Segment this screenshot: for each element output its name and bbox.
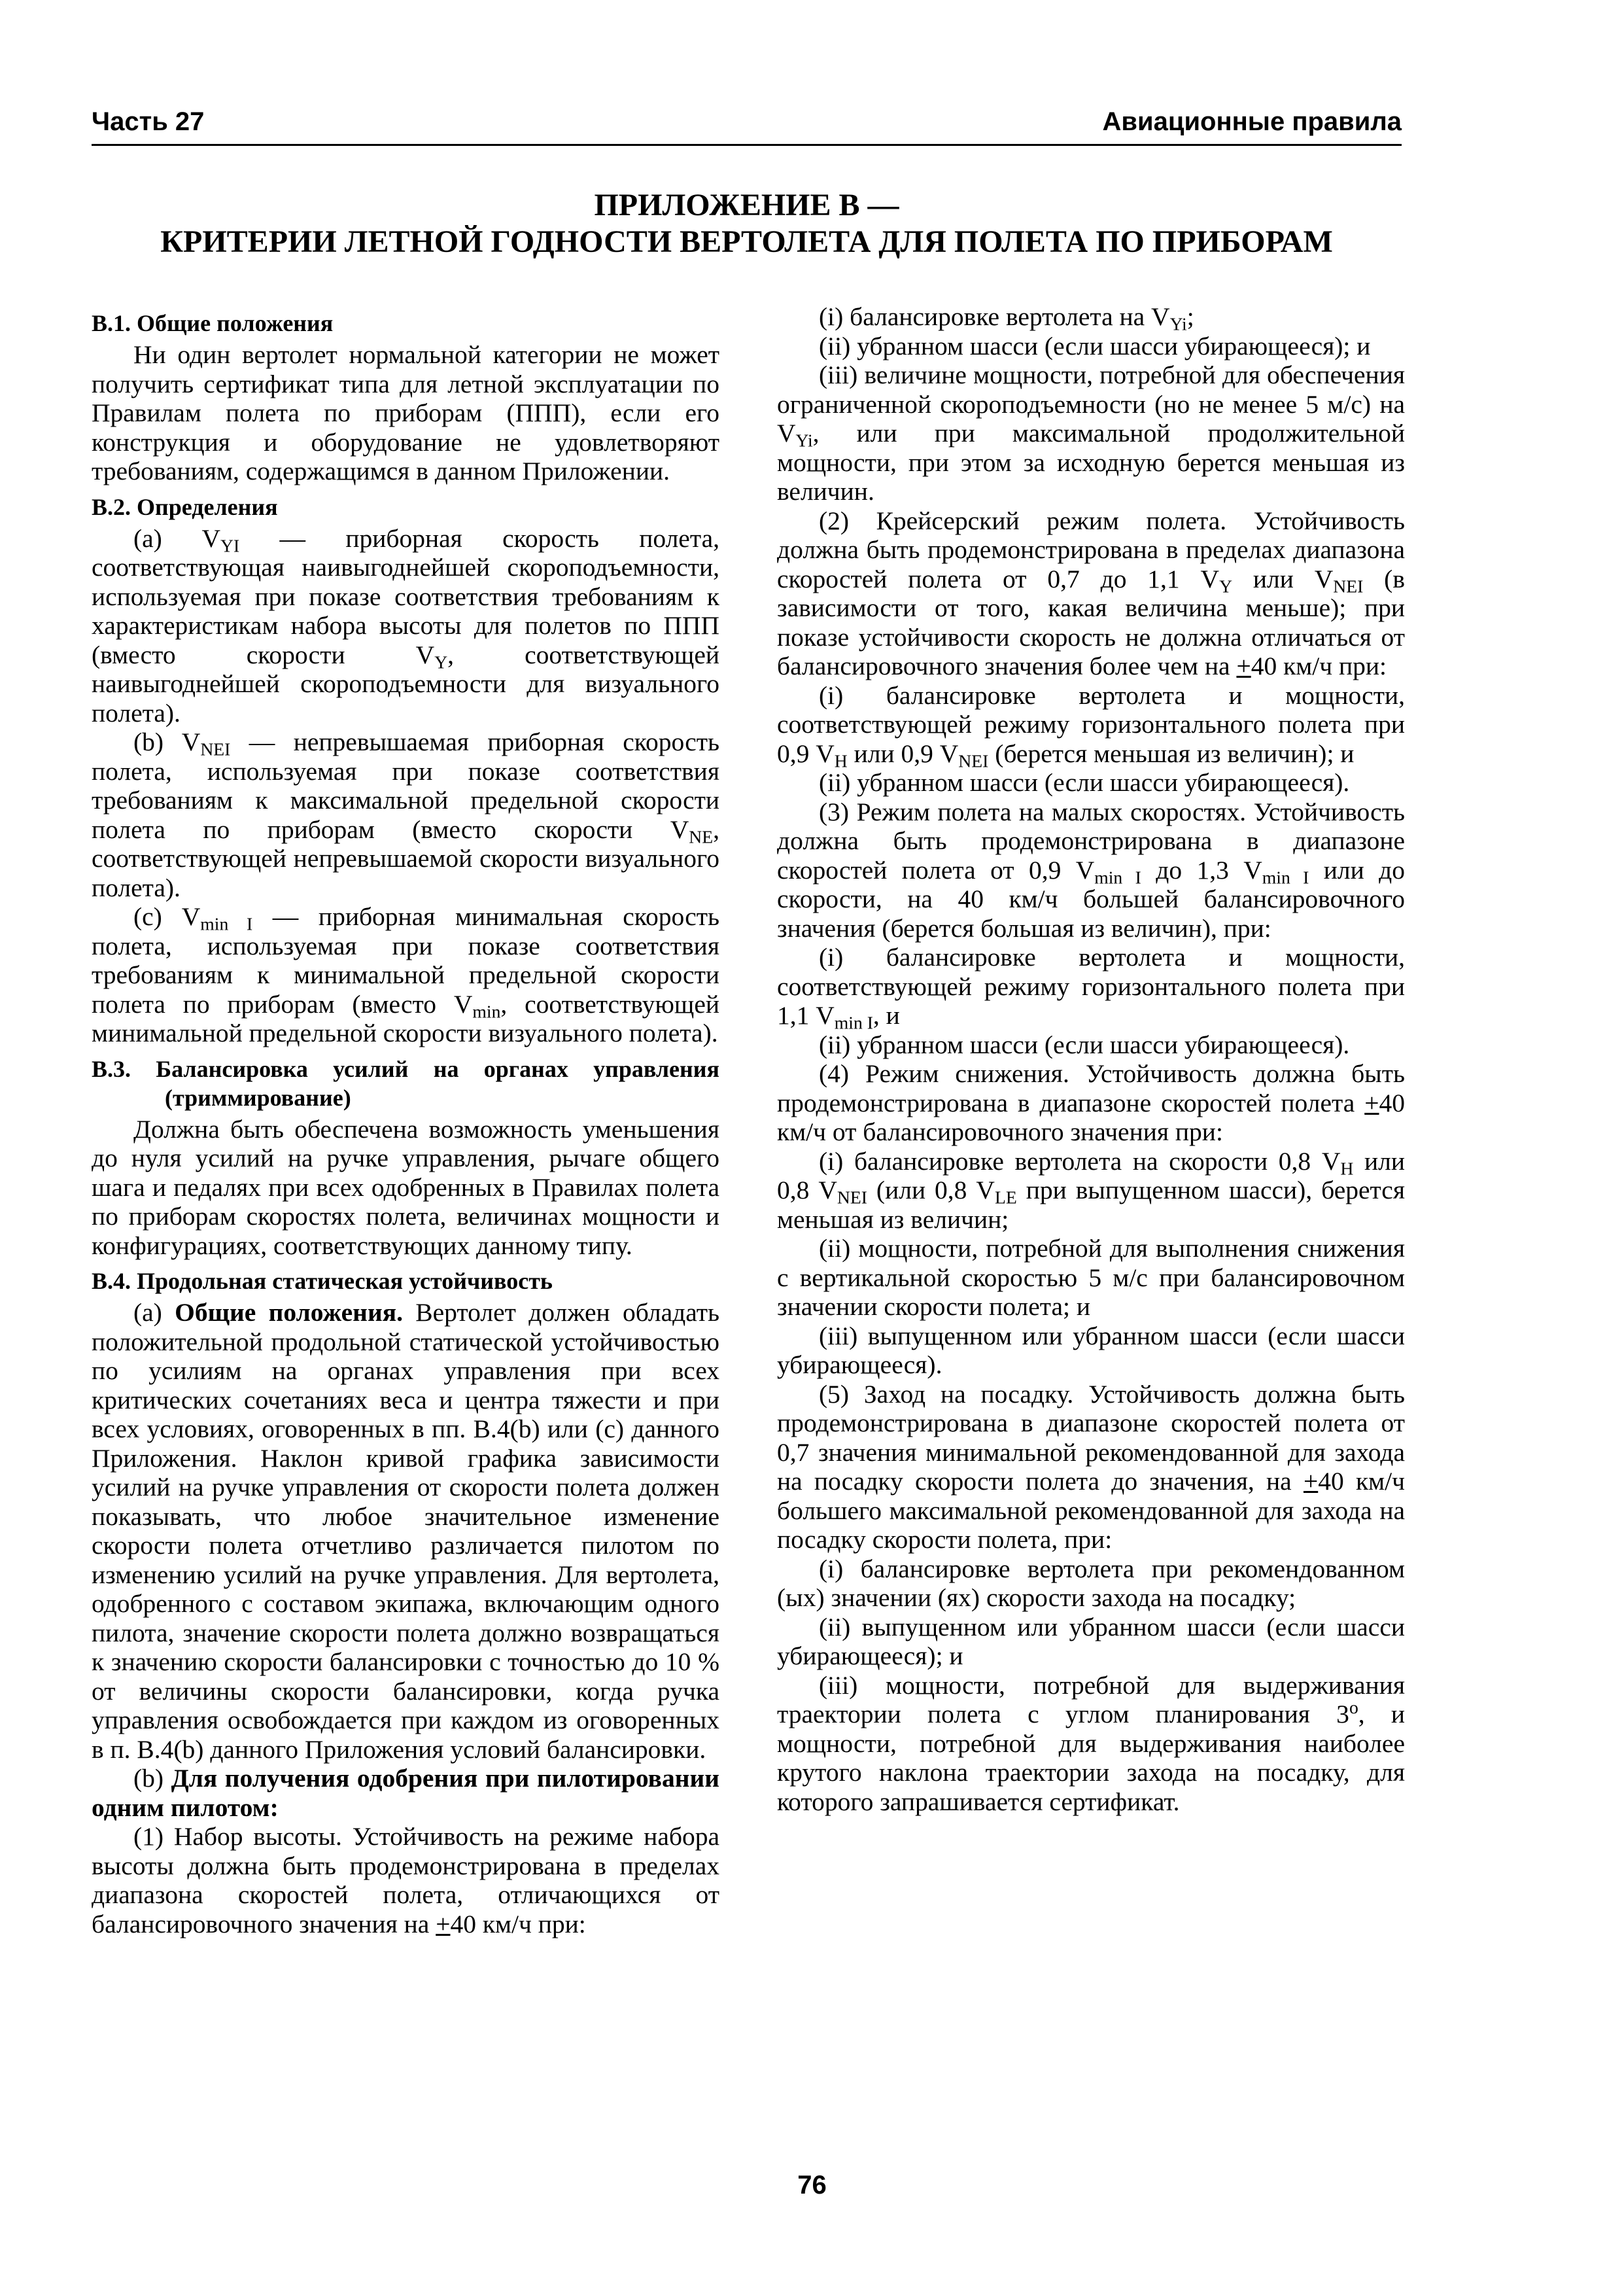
b1-item-iii: (iii) величине мощности, потребной для обеспечения ограниченной скороподъемности (но не менее 5 м/с) на $V_{Yi}$, или при максимальной продолжительной мощности, при этом за исходную берется меньшая из величин. [777, 360, 1405, 506]
b3-item-i: (i) балансировке вертолета и мощности, соответствующей режиму горизонтального полета при 1,1 $V_{min I}$, и [777, 943, 1405, 1033]
b4-item-iii: (iii) выпущенном или убранном шасси (если шасси убирающееся). [777, 1321, 1405, 1379]
b4-item-i: (i) балансировке вертолета на скорости 0,8 $V_H$ или 0,8 $V_{NEI}$ (или 0,8 $V_{LE}$ при выпущенном шасси), берется меньшая из величин; [777, 1146, 1406, 1234]
section-b4-b2: (2) Крейсерский режим полета. Устойчивость должна быть продемонстрирована в пределах диапазона скоростей полета от 0,7 до 1,1 $V_Y$ или $V_{NEI}$ (в зависимости от того, какая величина меньше); при показе устойчивости скорость не должна отличаться от балансировочного значения более чем на +40 км/ч при: [777, 506, 1405, 680]
b4-item-ii: (ii) мощности, потребной для выполнения снижения с вертикальной скоростью 5 м/с при балансировочном значении скорости полета; и [777, 1234, 1405, 1321]
b1-item-ii: (ii) убранном шасси (если шасси убирающееся); и [819, 331, 1371, 360]
appendix-title-line1: ПРИЛОЖЕНИЕ В — [594, 188, 899, 222]
b5-item-i: (i) балансировке вертолета при рекомендованном (ых) значении (ях) скорости захода на посадку; [777, 1554, 1405, 1612]
section-b4-b4: (4) Режим снижения. Устойчивость должна быть продемонстрирована в диапазоне скоростей полета +40 км/ч от балансировочного значения при: [777, 1059, 1405, 1146]
section-b3-text: Должна быть обеспечена возможность уменьшения до нуля усилий на ручке управления, рычаге общего шага и педалях при всех одобренных в Правилах полета по приборам скоростях полета, величинах мощности и конфигурациях, соответствующих данному типу. [92, 1114, 719, 1260]
appendix-title-line2: КРИТЕРИИ ЛЕТНОЙ ГОДНОСТИ ВЕРТОЛЕТА ДЛЯ ПОЛЕТА ПО ПРИБОРАМ [160, 224, 1333, 259]
b5-item-ii: (ii) выпущенном или убранном шасси (если шасси убирающееся); и [777, 1612, 1405, 1670]
page-number: 76 [797, 2171, 827, 2199]
section-b1-text: Ни один вертолет нормальной категории не может получить сертификат типа для летной эксплуатации по Правилам полета по приборам (ППП), если его конструкция и оборудование не удовлетворяют требованиям, содержащимся в данном Приложении. [92, 340, 719, 485]
b2-item-i: (i) балансировке вертолета и мощности, соответствующей режиму горизонтального полета при 0,9 $V_H$ или 0,9 $V_{NEI}$ (берется меньшая из величин); и [777, 680, 1405, 771]
right-column [777, 302, 1405, 1816]
section-b4-b1: (1) Набор высоты. Устойчивость на режиме набора высоты должна быть продемонстрирована в пределах диапазона скоростей полета, отличающихся от балансировочного значения на +40 км/ч при: [92, 1822, 719, 1938]
section-b4-b3: (3) Режим полета на малых скоростях. Устойчивость должна быть продемонстрирована в диапазоне скоростей полета от 0,9 $V_{min I}$ до 1,3 $V_{min I}$ или до скорости, на 40 км/ч большей балансировочного значения (берется большая из величин), при: [777, 797, 1405, 943]
header-document-title: Авиационные правила [1102, 107, 1402, 136]
definition-b: (b) $V_{NEI}$ — непревышаемая приборная скорость полета, используемая при показе соответствия требованиям к максимальной предельной скорости полета по приборам (вместо скорости $V_{NE}$, соответствующей непревышаемой скорости визуального полета). [92, 727, 719, 902]
left-column [92, 302, 719, 1938]
section-b2-heading: В.2. Определения [92, 493, 278, 520]
section-b4-heading: В.4. Продольная статическая устойчивость [92, 1268, 553, 1294]
running-header [92, 103, 1402, 146]
section-b4-b: (b) Для получения одобрения при пилотировании одним пилотом: [92, 1764, 719, 1822]
definition-a: (a) $V_{YI}$ — приборная скорость полета, соответствующая наивыгоднейшей скороподъемности, используемая при показе соответствия требованиям к характеристикам набора высоты для полетов по ППП (вместо скорости $V_Y$, соответствующей наивыгоднейшей скороподъемности для визуального полета). [92, 523, 719, 727]
definition-c: (c) $V_{min I}$ — приборная минимальная скорость полета, используемая при показе соответствия требованиям к минимальной предельной скорости полета по приборам (вместо $V_{min}$, соответствующей минимальной предельной скорости визуального полета). [92, 902, 719, 1047]
b3-item-ii: (ii) убранном шасси (если шасси убирающееся). [819, 1030, 1350, 1059]
b1-item-i: (i) балансировке вертолета на $V_{Yi}$; [819, 302, 1194, 334]
section-b4-b5: (5) Заход на посадку. Устойчивость должна быть продемонстрирована в диапазоне скоростей полета от 0,7 значения минимальной рекомендованной для захода на посадку скорости полета до значения, на +40 км/ч большего максимальной рекомендованной для захода на посадку скорости полета, при: [777, 1379, 1405, 1554]
section-b3-heading: В.3. Балансировка усилий на органах управления (триммирование) [92, 1055, 719, 1111]
header-part-label: Часть 27 [92, 107, 205, 136]
b5-item-iii: (iii) мощности, потребной для выдерживания траектории полета с углом планирования $3^о$, и мощности, потребной для выдерживания наиболее крутого наклона траектории захода на посадку, для которого запрашивается сертификат. [777, 1670, 1405, 1816]
appendix-title [92, 187, 1402, 260]
section-b1-heading: В.1. Общие положения [92, 310, 334, 336]
b2-item-ii: (ii) убранном шасси (если шасси убирающееся). [819, 768, 1350, 797]
section-b4-a: (a) Общие положения. Вертолет должен обладать положительной продольной статической устойчивостью по усилиям на органах управления при всех критических сочетаниях веса и центра тяжести и при всех условиях, оговоренных в пп. В.4(b) или (c) данного Приложения. Наклон кривой графика зависимости усилий на ручке управления от скорости полета должен показывать, что любое значительное изменение скорости полета отчетливо различается пилотом по изменению усилий на ручке управления. Для вертолета, одобренного с составом экипажа, включающим одного пилота, значение скорости полета должно возвращаться к значению скорости балансировки с точностью до 10 % от величины скорости балансировки, когда ручка управления освобождается при каждом из оговоренных в п. В.4(b) данного Приложения условий балансировки. [92, 1298, 719, 1764]
